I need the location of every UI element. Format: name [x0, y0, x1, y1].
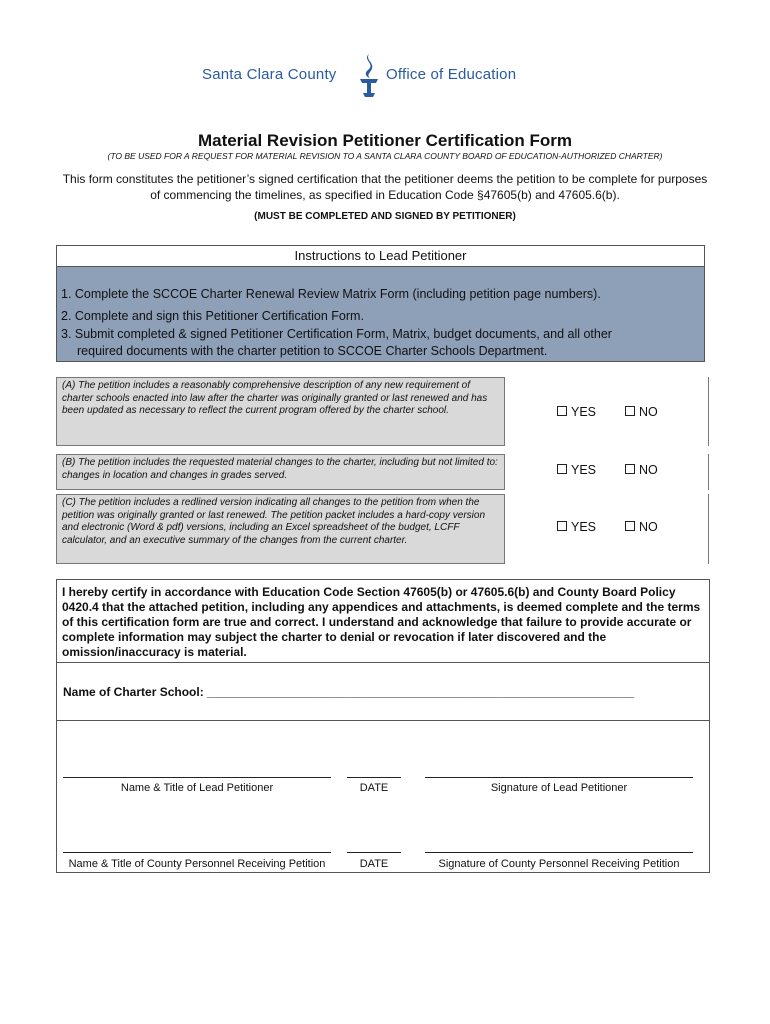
checklist-item-c: (C) The petition includes a redlined version indicating all changes to the petition from when the petition was originally granted or last renewed. The petition packet includes a hard-copy version and electronic (Word & pdf) versions, including an Excel spreadsheet of the budget, LCFF calculator, and an executive summary of the changes from the current charter. — [56, 494, 505, 564]
county-signature-label: Signature of County Personnel Receiving Petition — [438, 858, 680, 870]
checkbox-icon — [557, 406, 567, 416]
checkbox-icon — [625, 406, 635, 416]
charter-school-blank: ________________________________________________________________ — [207, 685, 635, 699]
yes-checkbox[interactable]: YES — [557, 520, 596, 534]
checkbox-icon — [557, 521, 567, 531]
lead-petitioner-name-line[interactable] — [63, 777, 331, 778]
checkbox-icon — [557, 464, 567, 474]
county-signature-line[interactable] — [425, 852, 693, 853]
lead-date-label: DATE — [359, 782, 389, 794]
must-complete-note: (MUST BE COMPLETED AND SIGNED BY PETITIONER) — [254, 211, 516, 222]
divider — [57, 662, 709, 663]
county-personnel-name-label: Name & Title of County Personnel Receiving Petition — [68, 858, 326, 870]
logo-text-county: Santa Clara County — [202, 66, 337, 83]
checkbox-icon — [625, 464, 635, 474]
intro-paragraph: This form constitutes the petitioner’s signed certification that the petitioner deems the petition to be complete for purposes of commencing the timelines, as specified in Education Code §47605(b) and 47605.6(b). — [62, 172, 708, 202]
checklist-item-b: (B) The petition includes the requested material changes to the charter, including but not limited to: changes in location and changes in grades served. — [56, 454, 505, 490]
yes-checkbox[interactable]: YES — [557, 463, 596, 477]
lead-date-line[interactable] — [347, 777, 401, 778]
no-checkbox[interactable]: NO — [625, 520, 658, 534]
page-subtitle: (TO BE USED FOR A REQUEST FOR MATERIAL REVISION TO A SANTA CLARA COUNTY BOARD OF EDUCATION-AUTHORIZED CHARTER) — [107, 151, 663, 161]
county-date-label: DATE — [359, 858, 389, 870]
divider — [57, 720, 709, 721]
county-personnel-name-line[interactable] — [63, 852, 331, 853]
torch-flame-icon — [356, 52, 382, 98]
charter-school-name-field[interactable] — [63, 685, 634, 699]
checklist-table — [56, 377, 709, 564]
checkbox-icon — [625, 521, 635, 531]
checklist-item-a: (A) The petition includes a reasonably comprehensive description of any new requirement of charter schools enacted into law after the charter was originally granted or last renewed and has been updated as necessary to reflect the current program offered by the charter school. — [56, 377, 505, 446]
certification-statement: I hereby certify in accordance with Education Code Section 47605(b) or 47605.6(b) and County Board Policy 0420.4 that the attached petition, including any appendices and attachments, is deemed complete and the terms of this certification form are true and correct. I understand and acknowledge that failure to provide accurate or complete information may subject the charter to denial or revocation if later discovered and the omission/inaccuracy is material. — [62, 585, 701, 659]
no-checkbox[interactable]: NO — [625, 405, 658, 419]
checklist-answer-c — [505, 494, 709, 564]
instructions-box — [56, 245, 705, 362]
checklist-answer-a — [505, 377, 709, 446]
county-date-line[interactable] — [347, 852, 401, 853]
lead-signature-label: Signature of Lead Petitioner — [490, 782, 628, 794]
instruction-item: 2. Complete and sign this Petitioner Certification Form. — [61, 309, 364, 323]
instructions-heading: Instructions to Lead Petitioner — [57, 246, 704, 267]
charter-school-label: Name of Charter School: — [63, 685, 204, 699]
instruction-item: 1. Complete the SCCOE Charter Renewal Review Matrix Form (including petition page numbers). — [61, 287, 601, 301]
yes-checkbox[interactable]: YES — [557, 405, 596, 419]
instruction-item: required documents with the charter petition to SCCOE Charter Schools Department. — [77, 344, 548, 358]
no-checkbox[interactable]: NO — [625, 463, 658, 477]
instruction-item: 3. Submit completed & signed Petitioner Certification Form, Matrix, budget documents, and all other — [61, 327, 612, 341]
certification-box — [56, 579, 710, 873]
checklist-answer-b — [505, 454, 709, 490]
logo-text-office: Office of Education — [386, 66, 517, 83]
lead-petitioner-name-label: Name & Title of Lead Petitioner — [120, 782, 274, 794]
lead-signature-line[interactable] — [425, 777, 693, 778]
instructions-body — [57, 267, 704, 361]
page-title: Material Revision Petitioner Certification Form — [197, 131, 573, 150]
